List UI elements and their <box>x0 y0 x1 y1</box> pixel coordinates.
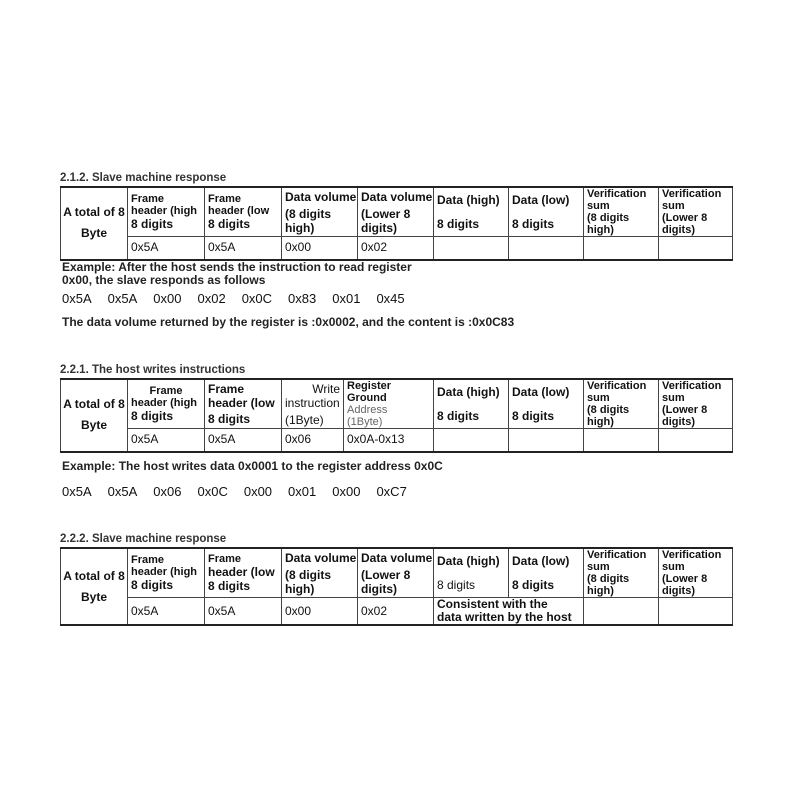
value-frame-high: 0x5A <box>128 237 205 260</box>
value-data-note: Consistent with the data written by the host <box>434 598 584 626</box>
header-data-volume-high: Data volume (8 digits high) <box>282 187 358 237</box>
header-checksum-low: Verification sum (Lower 8 digits) <box>659 379 733 429</box>
header-data-high: Data (high) 8 digits <box>434 187 509 237</box>
total-label: A total of 8 <box>63 205 125 220</box>
total-label: A total of 8 <box>63 397 125 412</box>
header-checksum-low: Verification sum (Lower 8 digits) <box>659 548 733 598</box>
section-title: 2.2.1. The host writes instructions <box>60 364 246 376</box>
value-checksum-high <box>584 237 659 260</box>
total-bytes-cell <box>61 379 128 452</box>
section-slave-response-read <box>60 171 735 261</box>
section-title: 2.2.2. Slave machine response <box>60 533 227 545</box>
byte: 0xC7 <box>376 484 407 499</box>
example-text: Example: After the host sends the instruction to read register 0x00, the slave responds as follows <box>62 260 412 287</box>
value-write-instruction: 0x06 <box>282 429 344 452</box>
value-frame-low: 0x5A <box>205 237 282 260</box>
value-checksum-high <box>584 598 659 626</box>
byte: 0x83 <box>288 291 317 306</box>
header-frame-high: Frame header (high 8 digits <box>128 187 205 237</box>
header-data-volume-low: Data volume (Lower 8 digits) <box>358 548 434 598</box>
byte: 0x00 <box>153 291 182 306</box>
byte: 0x02 <box>197 291 226 306</box>
header-checksum-high: Verification sum (8 digits high) <box>584 379 659 429</box>
value-data-low <box>509 237 584 260</box>
byte: 0x06 <box>153 484 182 499</box>
header-data-low: Data (low) 8 digits <box>509 548 584 598</box>
byte-label: Byte <box>80 589 107 604</box>
header-frame-high: Frame header (high 8 digits <box>128 379 205 429</box>
example-bytes <box>62 484 423 499</box>
header-data-low: Data (low) 8 digits <box>509 187 584 237</box>
value-checksum-high <box>584 429 659 452</box>
header-frame-low: Frame header (low 8 digits <box>205 379 282 429</box>
byte-label: Byte <box>80 226 107 241</box>
section-slave-response-write <box>60 532 735 626</box>
header-frame-low: Frame header (low 8 digits <box>205 187 282 237</box>
value-checksum-low <box>659 237 733 260</box>
header-checksum-high: Verification sum (8 digits high) <box>584 187 659 237</box>
frame-table <box>60 378 733 453</box>
total-bytes-cell <box>61 187 128 260</box>
header-data-high: Data (high) 8 digits <box>434 548 509 598</box>
section-host-write <box>60 363 735 453</box>
byte: 0x5A <box>107 484 138 499</box>
result-text: The data volume returned by the register is :0x0002, and the content is :0x0C83 <box>62 315 515 329</box>
value-register-address: 0x0A-0x13 <box>344 429 434 452</box>
value-checksum-low <box>659 429 733 452</box>
byte: 0x0C <box>197 484 228 499</box>
value-frame-high: 0x5A <box>128 598 205 626</box>
example-bytes <box>62 291 421 306</box>
header-frame-high: Frame header (high 8 digits <box>128 548 205 598</box>
header-checksum-high: Verification sum (8 digits high) <box>584 548 659 598</box>
header-data-low: Data (low) 8 digits <box>509 379 584 429</box>
frame-table <box>60 186 733 261</box>
total-label: A total of 8 <box>63 568 125 583</box>
byte: 0x45 <box>376 291 405 306</box>
byte: 0x5A <box>62 484 92 499</box>
header-checksum-low: Verification sum (Lower 8 digits) <box>659 187 733 237</box>
example-text: Example: The host writes data 0x0001 to the register address 0x0C <box>62 459 443 473</box>
value-data-volume-high: 0x00 <box>282 237 358 260</box>
header-frame-low: Frame header (low 8 digits <box>205 548 282 598</box>
byte: 0x0C <box>241 291 273 306</box>
value-data-volume-low: 0x02 <box>358 598 434 626</box>
header-register-address: Register Ground Address (1Byte) <box>344 379 434 429</box>
value-data-high <box>434 237 509 260</box>
value-frame-low: 0x5A <box>205 598 282 626</box>
byte-label: Byte <box>80 418 107 433</box>
header-data-volume-high: Data volume (8 digits high) <box>282 548 358 598</box>
header-data-volume-low: Data volume (Lower 8 digits) <box>358 187 434 237</box>
value-data-low <box>509 429 584 452</box>
value-frame-high: 0x5A <box>128 429 205 452</box>
byte: 0x5A <box>62 291 92 306</box>
header-write-instruction: Write instruction (1Byte) <box>282 379 344 429</box>
frame-table <box>60 547 733 626</box>
byte: 0x01 <box>332 291 361 306</box>
byte: 0x00 <box>243 484 273 499</box>
byte: 0x00 <box>332 484 361 499</box>
byte: 0x01 <box>288 484 317 499</box>
section-title: 2.1.2. Slave machine response <box>60 172 227 184</box>
value-data-high <box>434 429 509 452</box>
value-data-volume-high: 0x00 <box>282 598 358 626</box>
total-bytes-cell <box>61 548 128 625</box>
value-data-volume-low: 0x02 <box>358 237 434 260</box>
value-checksum-low <box>659 598 733 626</box>
header-data-high: Data (high) 8 digits <box>434 379 509 429</box>
value-frame-low: 0x5A <box>205 429 282 452</box>
byte: 0x5A <box>107 291 138 306</box>
